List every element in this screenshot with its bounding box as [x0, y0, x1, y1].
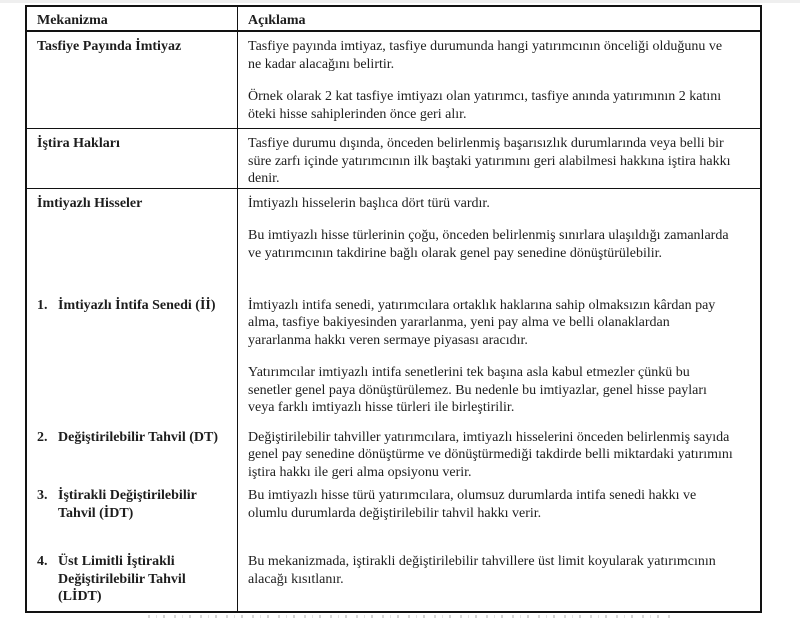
numbered-item-label [37, 429, 227, 447]
table-row-tasfiye-payinda-imtiyaz [27, 32, 760, 129]
table-row-imtiyazli-hisseler [27, 189, 760, 612]
section-item-subrow [27, 291, 760, 423]
item-number: 4. [37, 554, 48, 569]
description-cell [238, 291, 760, 423]
mechanism-label: Tasfiye Payında İmtiyaz [37, 39, 182, 54]
mechanism-cell [27, 547, 238, 611]
column-header-aciklama: Açıklama [248, 13, 306, 28]
description-cell [238, 481, 760, 547]
item-number: 2. [37, 429, 48, 445]
mechanism-cell [27, 189, 238, 291]
description-paragraph: Değiştirilebilir tahviller yatırımcılara, imtiyazlı hisselerini önceden belirlenmiş sayıda genel pay senedine dönüştürme ve dönüştürmediği takdirde belli miktardaki yatırımını iştira hakkı ile geri alma opsiyonu verir. [248, 429, 733, 480]
description-paragraph: Bu mekanizmada, iştirakli değiştirilebilir tahvillere üst limit koyularak yatırımcının alacağı kısıtlanır. [248, 554, 716, 587]
description-paragraph: Bu imtiyazlı hisse türü yatırımcılara, olumsuz durumlarda intifa senedi hakkı ve olumlu durumlarda değiştirilebilir tahvil hakkı verir. [248, 488, 697, 521]
section-item-subrow [27, 547, 760, 611]
page-top-edge-shadow [0, 0, 800, 3]
item-name: Değiştirilebilir Tahvil (DT) [58, 429, 218, 445]
mechanism-cell [27, 129, 238, 188]
section-item-subrow [27, 423, 760, 482]
item-name: İmtiyazlı İntifa Senedi (İİ) [58, 297, 216, 313]
description-paragraph: Yatırımcılar imtiyazlı intifa senetlerini tek başına asla kabul etmezler çünkü bu senetler genel paya dönüştürülemez. Bu nedenle bu imtiyazlar, genel hisse payları veya farklı imtiyazlı hisse türleri ile birleştirilir. [248, 365, 707, 415]
description-cell [238, 129, 760, 188]
description-cell [238, 189, 760, 291]
numbered-item-label [37, 487, 227, 522]
description-cell [238, 423, 760, 482]
item-name: Üst Limitli İştirakli Değiştirilebilir Tahvil (LİDT) [58, 554, 186, 604]
description-paragraph: İmtiyazlı intifa senedi, yatırımcılara ortaklık haklarına sahip olmaksızın kârdan pay alma, tasfiye bakiyesinden yararlanma, yeni pay alma ve belli olanaklardan yararlanma hakkı veren sermaye piyasası aracıdır. [248, 297, 716, 348]
mechanisms-table [25, 5, 762, 613]
column-header-mekanizma: Mekanizma [27, 7, 238, 30]
table-row-istira-haklari [27, 129, 760, 189]
numbered-item-label [37, 553, 227, 606]
section-item-subrow [27, 481, 760, 547]
mechanism-cell [27, 481, 238, 547]
section-intro-subrow [27, 189, 760, 291]
item-name: İştirakli Değiştirilebilir Tahvil (İDT) [58, 488, 197, 521]
item-number: 1. [37, 297, 48, 313]
description-cell [238, 32, 760, 128]
item-number: 3. [37, 488, 48, 503]
numbered-item-label [37, 297, 227, 315]
description-paragraph: Bu imtiyazlı hisse türlerinin çoğu, önceden belirlenmiş sınırlara ulaşıldığı zamanlarda ve yatırımcının takdirine bağlı olarak genel pay senedine dönüştürülebilir. [248, 228, 729, 261]
table-header-row [27, 7, 760, 32]
description-cell [238, 547, 760, 611]
mechanism-cell [27, 291, 238, 423]
description-paragraph: Tasfiye payında imtiyaz, tasfiye durumunda hangi yatırımcının önceliği olduğunu ve ne kadar alacağını belirtir. [248, 39, 723, 72]
mechanism-cell [27, 423, 238, 482]
mechanism-label: İştira Hakları [37, 136, 120, 151]
description-paragraph: İmtiyazlı hisselerin başlıca dört türü vardır. [248, 195, 490, 211]
description-paragraph: Tasfiye durumu dışında, önceden belirlenmiş başarısızlık durumlarında veya belli bir süre zarfı içinde yatırımcının ilk baştaki yatırımını geri alabilmesi hakkına iştira hakkı denir. [248, 136, 731, 186]
cropped-caption-artifact [148, 615, 673, 618]
mechanism-cell [27, 32, 238, 128]
description-paragraph: Örnek olarak 2 kat tasfiye imtiyazı olan yatırımcı, tasfiye anında yatırımının 2 katını öteki hisse sahiplerinden önce geri alır. [248, 89, 722, 122]
section-title: İmtiyazlı Hisseler [37, 195, 143, 211]
